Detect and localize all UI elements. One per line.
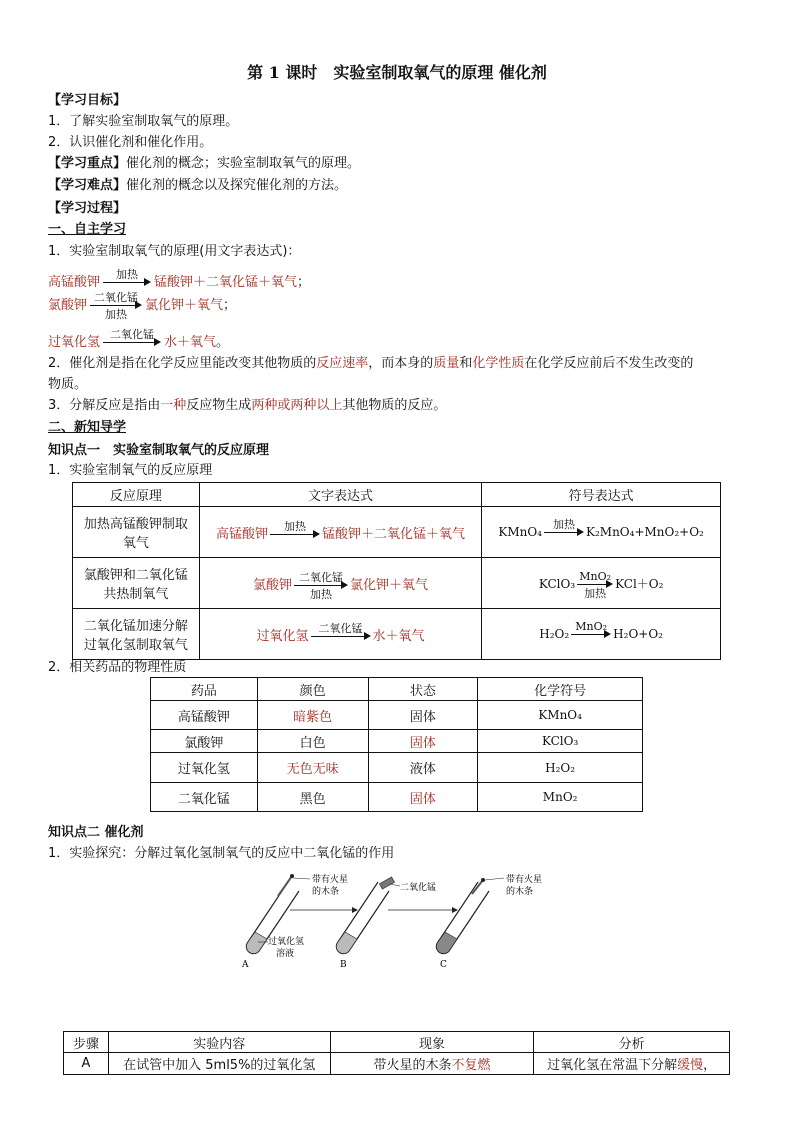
experiment-figure <box>230 870 570 975</box>
arrow-catalyst: 二氧化锰 <box>94 291 139 304</box>
test-tube-b <box>336 877 400 954</box>
th-color: 颜色 <box>257 678 368 701</box>
spoon-icon <box>379 877 394 889</box>
tube-label-b: B <box>340 960 347 970</box>
eq-products: 水＋氧气 <box>164 335 217 350</box>
principle-cell: 氯酸钾和二氧化锰 共热制氧气 <box>73 558 200 609</box>
principle-cell: 加热高锰酸钾制取 氧气 <box>73 507 200 558</box>
th-step: 步骤 <box>64 1032 109 1053</box>
eq-products: 氯化钾＋氧气 <box>145 298 224 313</box>
key-points-label: 【学习重点】 <box>48 156 127 171</box>
reaction-arrow <box>103 328 161 343</box>
drug-state: 固体 <box>368 730 478 753</box>
th-formula: 化学符号 <box>478 678 643 701</box>
word-eq-cell: 高锰酸钾 加热 锰酸钾＋二氧化锰＋氧气 <box>199 507 482 558</box>
content-cell: 在试管中加入 5ml5%的过氧化氢 <box>108 1053 330 1075</box>
symbol-eq-cell: KClO₃ MnO₂ 加热 KCl＋O₂ <box>482 558 721 609</box>
analysis-cell: 过氧化氢在常温下分解缓慢， <box>534 1053 730 1075</box>
th-analysis: 分析 <box>534 1032 730 1053</box>
kp2-sub1: 1．实验探究：分解过氧化氢制氧气的反应中二氧化锰的作用 <box>48 846 395 861</box>
objective-item: 2．认识催化剂和催化作用。 <box>48 135 213 150</box>
label-splint-c2: 的木条 <box>506 887 534 897</box>
label-splint-a: 带有火星 <box>312 875 349 885</box>
th-symbol: 符号表达式 <box>482 483 721 507</box>
eq-end: ； <box>297 275 311 290</box>
tube-label-c: C <box>440 960 447 970</box>
answer: 质量 <box>433 356 460 371</box>
word-eq-cell: 过氧化氢 二氧化锰 水＋氧气 <box>199 609 482 660</box>
difficulties-text: 催化剂的概念以及探究催化剂的方法。 <box>126 178 348 193</box>
drug-color: 暗紫色 <box>257 701 368 730</box>
splint-icon <box>278 876 292 896</box>
section1-heading: 一、自主学习 <box>48 222 127 237</box>
drug-name: 过氧化氢 <box>151 753 258 783</box>
difficulties <box>48 177 347 195</box>
answer: 两种或两种以上 <box>251 398 343 413</box>
table-row <box>64 1053 730 1075</box>
step-cell: A <box>64 1053 109 1075</box>
drug-name: 氯酸钾 <box>151 730 258 753</box>
section1-q3: 3．分解反应是指由一种反应物生成两种或两种以上其他物质的反应。 <box>48 398 447 413</box>
equation-h2o2 <box>48 328 230 350</box>
experiment-table <box>63 1031 730 1075</box>
drug-color: 白色 <box>257 730 368 753</box>
symbol-eq-cell: H₂O₂ MnO₂ H₂O+O₂ <box>482 609 721 660</box>
page-title: 第 1 课时 实验室制取氧气的原理 催化剂 <box>247 63 547 82</box>
eq-reactant: 高锰酸钾 <box>48 275 101 290</box>
drug-formula: MnO₂ <box>478 783 643 812</box>
label-mno2: 二氧化锰 <box>400 883 437 893</box>
phenomenon-cell: 带火星的木条不复燃 <box>330 1053 534 1075</box>
drug-formula: KMnO₄ <box>478 701 643 730</box>
th-word: 文字表达式 <box>199 483 482 507</box>
equation-kmno4 <box>48 268 311 290</box>
eq-end: ； <box>223 298 237 313</box>
th-phenomenon: 现象 <box>330 1032 534 1053</box>
arrow-condition: 加热 <box>116 268 139 281</box>
label-solution2: 溶液 <box>276 949 295 959</box>
drug-formula: H₂O₂ <box>478 753 643 783</box>
table-row <box>151 730 643 753</box>
symbol-eq-cell: KMnO₄ 加热 K₂MnO₄+MnO₂+O₂ <box>482 507 721 558</box>
table-row <box>73 558 721 609</box>
table-row <box>73 507 721 558</box>
drug-formula: KClO₃ <box>478 730 643 753</box>
key-points <box>48 155 360 173</box>
th-drug: 药品 <box>151 678 258 701</box>
objectives-heading: 【学习目标】 <box>48 93 127 108</box>
answer: 一种 <box>160 398 187 413</box>
table-row <box>151 701 643 730</box>
label-solution: 过氧化氢 <box>268 937 305 947</box>
drug-name: 高锰酸钾 <box>151 701 258 730</box>
difficulties-label: 【学习难点】 <box>48 178 127 193</box>
label-splint-c: 带有火星 <box>506 875 543 885</box>
kp1-title: 知识点一 实验室制取氧气的反应原理 <box>48 443 270 458</box>
kp1-sub1: 1．实验室制氧气的反应原理 <box>48 463 213 478</box>
tube-label-a: A <box>242 960 249 970</box>
eq-reactant: 过氧化氢 <box>48 335 101 350</box>
answer: 化学性质 <box>472 356 525 371</box>
arrow-condition: 加热 <box>105 308 128 321</box>
section1-q2: 2．催化剂是指在化学反应里能改变其他物质的反应速率，而本身的质量和化学性质在化学反应前后不发生改变的 <box>48 356 694 371</box>
section1-q2-cont: 物质。 <box>48 377 88 392</box>
test-tube-c <box>436 878 504 954</box>
drug-state: 液体 <box>368 753 478 783</box>
table-row <box>73 609 721 660</box>
section1-q1: 1．实验室制取氧气的原理(用文字表达式)： <box>48 244 301 259</box>
arrow-catalyst: 二氧化锰 <box>110 328 155 341</box>
drug-state: 固体 <box>368 701 478 730</box>
reaction-arrow <box>103 268 151 283</box>
table-row <box>151 783 643 812</box>
objective-item: 1．了解实验室制取氧气的原理。 <box>48 114 239 129</box>
th-principle: 反应原理 <box>73 483 200 507</box>
drug-color: 黑色 <box>257 783 368 812</box>
eq-end: 。 <box>216 335 230 350</box>
answer: 反应速率 <box>316 356 369 371</box>
drug-state: 固体 <box>368 783 478 812</box>
label-splint-a2: 的木条 <box>312 887 340 897</box>
properties-table <box>150 677 643 812</box>
table-row <box>151 753 643 783</box>
drug-name: 二氧化锰 <box>151 783 258 812</box>
reaction-arrow <box>90 291 142 321</box>
equation-kclo3 <box>48 291 237 321</box>
reaction-table <box>72 482 721 660</box>
kp2-title: 知识点二 催化剂 <box>48 825 144 840</box>
principle-cell: 二氧化锰加速分解 过氧化氢制取氧气 <box>73 609 200 660</box>
th-content: 实验内容 <box>108 1032 330 1053</box>
key-points-text: 催化剂的概念；实验室制取氧气的原理。 <box>126 156 361 171</box>
kp1-sub2: 2．相关药品的物理性质 <box>48 660 187 675</box>
section2-heading: 二、新知导学 <box>48 420 127 435</box>
eq-products: 锰酸钾＋二氧化锰＋氧气 <box>154 275 298 290</box>
eq-reactant: 氯酸钾 <box>48 298 88 313</box>
th-state: 状态 <box>368 678 478 701</box>
process-heading: 【学习过程】 <box>48 201 127 216</box>
word-eq-cell: 氯酸钾 二氧化锰 加热 氯化钾＋氧气 <box>199 558 482 609</box>
drug-color: 无色无味 <box>257 753 368 783</box>
